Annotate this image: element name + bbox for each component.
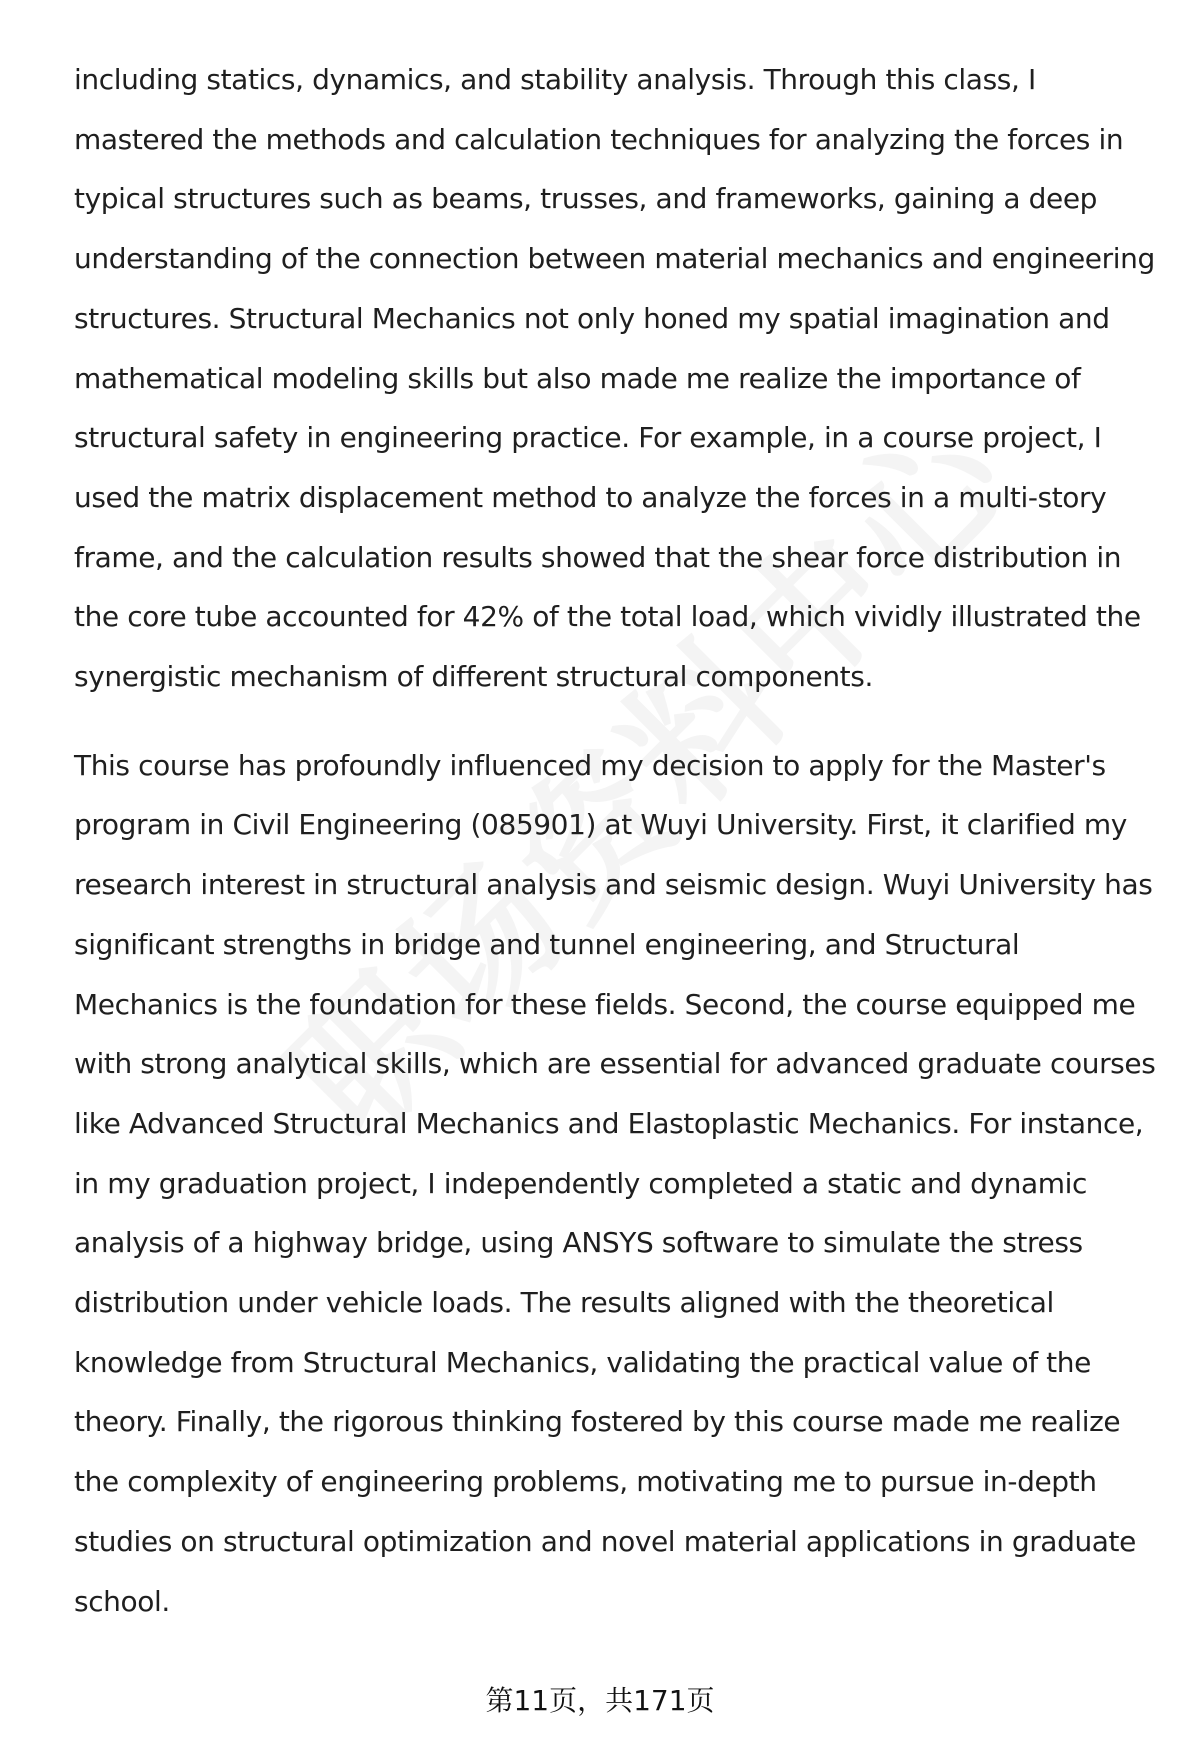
paragraph-1: including statics, dynamics, and stability analysis. Through this class, I mastered the methods and calculation techniques for analyzing the forces in typical structures such as beams, trusses, and frameworks, gaining a deep understanding of the connection between material mechanics and engineering structures. Structural Mechanics not only honed my spatial imagination and mathematical modeling skills but also made me realize the importance of structural safety in engineering practice. For example, in a course project, I used the matrix displacement method to analyze the forces in a multi-story frame, and the calculation results showed that the shear force distribution in the core tube accounted for 42% of the total load, which vividly illustrated the synergistic mechanism of different structural components. xyxy=(74,63,1155,694)
page-number-footer: 第11页，共171页 xyxy=(485,1684,715,1717)
paragraph-2: This course has profoundly influenced my decision to apply for the Master's program in Civil Engineering (085901) at Wuyi University. First, it clarified my research interest in structural analysis and seismic design. Wuyi University has significant strengths in bridge and tunnel engineering, and Structural Mechanics is the foundation for these fields. Second, the course equipped me with strong analytical skills, which are essential for advanced graduate courses like Advanced Structural Mechanics and Elastoplastic Mechanics. For instance, in my graduation project, I independently completed a static and dynamic analysis of a highway bridge, using ANSYS software to simulate the stress distribution under vehicle loads. The results aligned with the theoretical knowledge from Structural Mechanics, validating the practical value of the theory. Finally, the rigorous thinking fostered by this course made me realize the complexity of engineering problems, motivating me to pursue in-depth studies on structural optimization and novel material applications in graduate school. xyxy=(74,748,1156,1618)
document-body xyxy=(74,50,1164,1631)
